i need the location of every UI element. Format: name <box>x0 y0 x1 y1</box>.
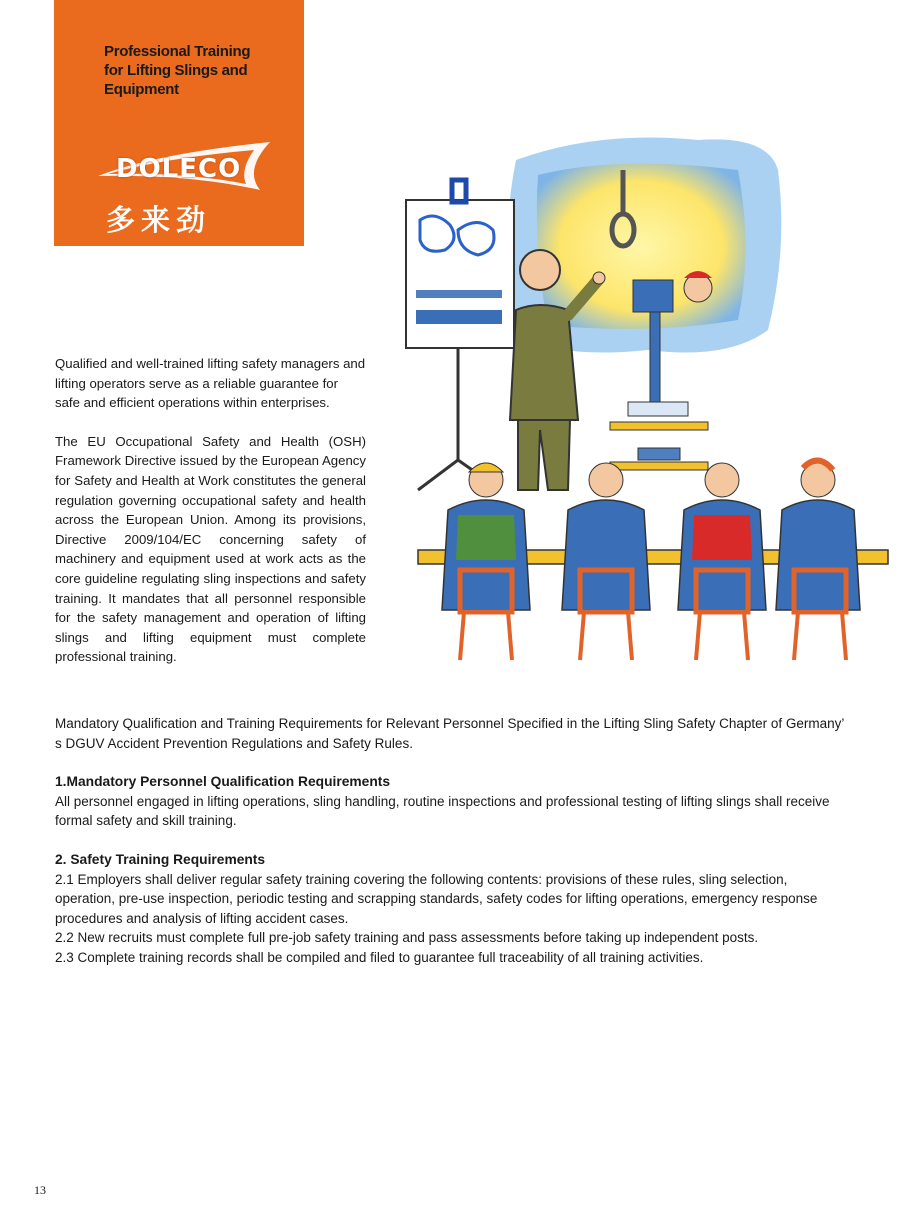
classroom-training-illustration <box>398 130 894 685</box>
requirement-item: 2.3 Complete training records shall be compiled and filed to guarantee full traceability of all training activities. <box>55 949 704 965</box>
section-2-heading: 2. Safety Training Requirements <box>55 851 266 867</box>
requirement-item: 2.1 Employers shall deliver regular safety training covering the following contents: provisions of these rules, sling selection, operation, pre-use inspection, periodic testing and scrapping standards, safety codes for lifting operations, emergency response procedures and analysis of lifting accident cases. <box>55 871 818 926</box>
lead-paragraph: Mandatory Qualification and Training Requirements for Relevant Personnel Specified in the Lifting Sling Safety Chapter of Germany’ s DGUV Accident Prevention Regulations and Safety Rules. <box>55 716 844 751</box>
doleco-logo <box>94 140 274 235</box>
title-banner <box>54 0 304 246</box>
logo-text-cn: 多来劲 <box>106 203 212 237</box>
requirements-section <box>55 714 848 968</box>
intro-paragraph: The EU Occupational Safety and Health (OSH) Framework Directive issued by the European Agency for Safety and Health at Work constitutes the general regulation governing occupational safety and health across the European Union. Among its provisions, Directive 2009/104/EC concerning safety of machinery and equipment used at work acts as the core guideline regulating sling inspections and safety training. It mandates that all personnel responsible for the safety management and operation of lifting slings and lifting equipment must complete professional training. <box>55 433 366 665</box>
title-line-3: Equipment <box>104 81 179 98</box>
page-title <box>104 42 294 99</box>
intro-paragraph: Qualified and well-trained lifting safety managers and lifting operators serve as a reliable guarantee for safe and efficient operations within enterprises. <box>55 356 366 411</box>
page-number: 13 <box>34 1183 46 1197</box>
student-figures <box>442 460 860 610</box>
intro-text <box>55 354 366 686</box>
logo-text-en: DOLECO <box>116 154 242 184</box>
title-line-1: Professional Training <box>104 43 251 60</box>
section-1-text: All personnel engaged in lifting operations, sling handling, routine inspections and professional testing of lifting slings shall receive formal safety and skill training. <box>55 793 830 829</box>
title-line-2: for Lifting Slings and <box>104 62 248 79</box>
section-1-heading: 1.Mandatory Personnel Qualification Requirements <box>55 774 391 790</box>
requirement-item: 2.2 New recruits must complete full pre-job safety training and pass assessments before taking up independent posts. <box>55 930 759 946</box>
